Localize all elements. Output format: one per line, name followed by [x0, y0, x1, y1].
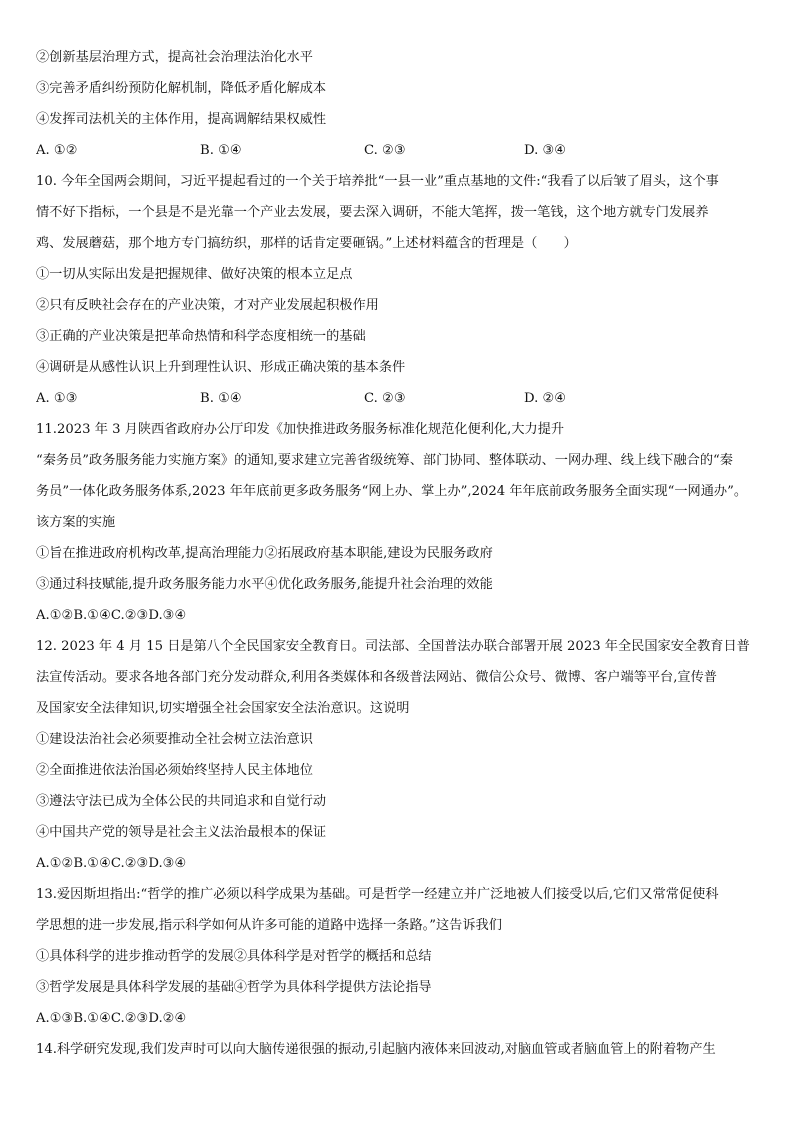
q12-stem-line: 12. 2023 年 4 月 15 日是第八个全民国家安全教育日。司法部、全国普法办联合部署开展 2023 年全民国家安全教育日普	[36, 639, 750, 654]
q12-stem-line: 法宣传活动。要求各地各部门充分发动群众,利用各类媒体和各级普法网站、微信公众号、微博、客户端等平台,宣传普	[36, 670, 717, 685]
q13-stem-line: 13.爱因斯坦指出:“哲学的推广必须以科学成果为基础。可是哲学一经建立并广泛地被人们接受以后,它们又常常促使科	[36, 887, 719, 902]
q10-option-c: C. ②③	[364, 391, 406, 406]
q13-stem-line: 学思想的进一步发展,指示科学如何从许多可能的道路中选择一条路。”这告诉我们	[36, 918, 502, 933]
q10-item-4: ④调研是从感性认识上升到理性认识、形成正确决策的基本条件	[36, 360, 406, 375]
q9-item-2: ②创新基层治理方式，提高社会治理法治化水平	[36, 50, 313, 65]
q13-items-line: ③哲学发展是具体科学发展的基础④哲学为具体科学提供方法论指导	[36, 980, 432, 995]
q10-stem-line: 10. 今年全国两会期间，习近平提起看过的一个关于培养批“一县一业”重点基地的文件:“我看了以后皱了眉头，这个事	[36, 174, 719, 189]
q10-option-d: D. ②④	[524, 391, 567, 406]
q11-items-line: ③通过科技赋能,提升政务服务能力水平④优化政务服务,能提升社会治理的效能	[36, 577, 493, 592]
q12-item-1: ①建设法治社会必须要推动全社会树立法治意识	[36, 732, 313, 747]
q11-stem-line: 该方案的实施	[36, 515, 116, 530]
q9-option-d: D. ③④	[524, 143, 567, 158]
q11-options: A.①②B.①④C.②③D.③④	[36, 608, 187, 623]
q11-items-line: ①旨在推进政府机构改革,提高治理能力②拓展政府基本职能,建设为民服务政府	[36, 546, 493, 561]
q10-item-2: ②只有反映社会存在的产业决策，才对产业发展起积极作用	[36, 298, 379, 313]
q9-option-b: B. ①④	[200, 143, 242, 158]
document-page	[36, 42, 762, 1065]
q14-stem-line: 14.科学研究发现,我们发声时可以向大脑传递很强的振动,引起脑内液体来回波动,对脑血管或者脑血管上的附着物产生	[36, 1042, 716, 1057]
q13-items-line: ①具体科学的进步推动哲学的发展②具体科学是对哲学的概括和总结	[36, 949, 432, 964]
q9-option-a: A. ①②	[36, 143, 78, 158]
q12-item-3: ③遵法守法已成为全体公民的共同追求和自觉行动	[36, 794, 327, 809]
q10-item-3: ③正确的产业决策是把革命热情和科学态度相统一的基础	[36, 329, 366, 344]
q12-item-4: ④中国共产党的领导是社会主义法治最根本的保证	[36, 825, 327, 840]
q12-stem-line: 及国家安全法律知识,切实增强全社会国家安全法治意识。这说明	[36, 701, 410, 716]
q10-stem-line: 情不好下指标，一个县是不是光靠一个产业去发展，要去深入调研，不能大笔挥，拨一笔钱，这个地方就专门发展养	[36, 205, 709, 220]
q11-stem-line: 务员”一体化政务服务体系,2023 年年底前更多政务服务“网上办、掌上办”,2024 年年底前政务服务全面实现“一网通办”。	[36, 484, 748, 499]
q13-options: A.①③B.①④C.②③D.②④	[36, 1011, 187, 1026]
q10-options	[36, 383, 762, 414]
q10-item-1: ①一切从实际出发是把握规律、做好决策的根本立足点	[36, 267, 353, 282]
q12-item-2: ②全面推进依法治国必须始终坚持人民主体地位	[36, 763, 313, 778]
q10-option-b: B. ①④	[200, 391, 242, 406]
q12-options: A.①②B.①④C.②③D.③④	[36, 856, 187, 871]
q9-option-c: C. ②③	[364, 143, 406, 158]
q9-options	[36, 135, 762, 166]
q10-stem-line: 鸡、发展蘑菇，那个地方专门搞纺织，那样的话肯定要砸锅。”上述材料蕴含的哲理是（ ）	[36, 236, 577, 251]
q9-item-3: ③完善矛盾纠纷预防化解机制，降低矛盾化解成本	[36, 81, 327, 96]
q9-item-4: ④发挥司法机关的主体作用，提高调解结果权威性	[36, 112, 327, 127]
q11-stem-line: “秦务员”政务服务能力实施方案》的通知,要求建立完善省级统筹、部门协同、整体联动、一网办理、线上线下融合的“秦	[36, 453, 733, 468]
q11-stem-line: 11.2023 年 3 月陕西省政府办公厅印发《加快推进政务服务标准化规范化便利化,大力提升	[36, 422, 565, 437]
q10-option-a: A. ①③	[36, 391, 78, 406]
